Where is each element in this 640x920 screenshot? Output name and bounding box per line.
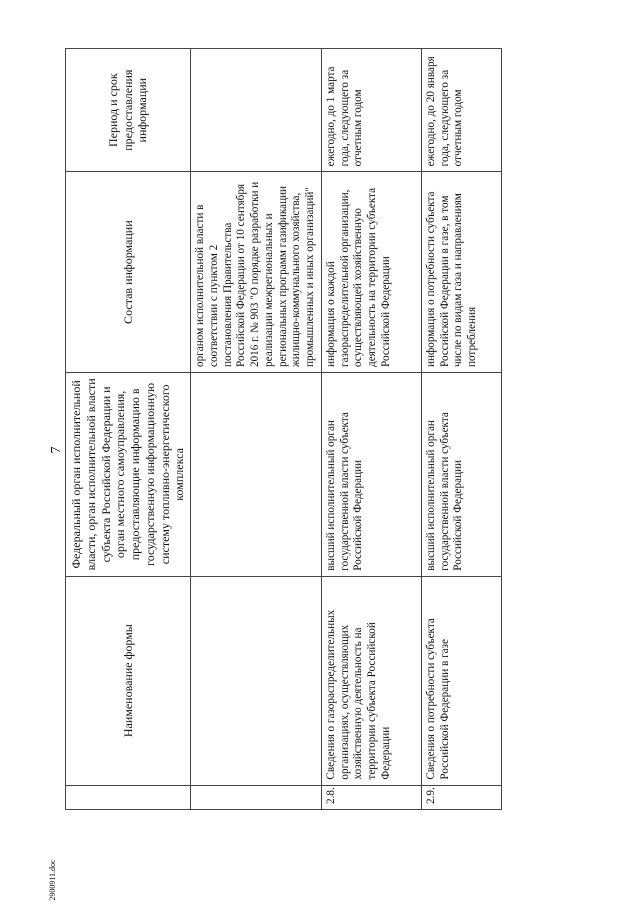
table-row [421,49,501,810]
table-row [191,49,322,810]
row-form-name: Сведения о газораспределительных организациях, осуществляющих хозяйственную деятельность на территории субъекта Российской Федерации [321,576,421,785]
table-row [321,49,421,810]
row-organization [191,373,322,577]
row-period [191,49,322,172]
row-form-name [191,576,322,785]
row-composition: информация о потребности субъекта Российской Федерации в газе, в том числе по видам газа и направлениям потребления [421,172,501,373]
row-period: ежегодно, до 20 января года, следующего за отчетным годом [421,49,501,172]
row-organization: высший исполнительный орган государственной власти субъекта Российской Федерации [321,373,421,577]
table-header-row [66,49,191,810]
row-number: 2.9. [421,785,501,809]
row-number: 2.8. [321,785,421,809]
row-form-name: Сведения о потребности субъекта Российской Федерации в газе [421,576,501,785]
information-table [65,48,502,810]
row-period: ежегодно, до 1 марта года, следующего за отчетным годом [321,49,421,172]
row-composition: информация о каждой газораспределительной организации, осуществляющей хозяйственную деятельность на территории субъекта Российской Федерации [321,172,421,373]
row-organization: высший исполнительный орган государственной власти субъекта Российской Федерации [421,373,501,577]
row-number [191,785,322,809]
header-form-name: Наименование формы [66,576,191,785]
header-organization: Федеральный орган исполнительной власти, орган исполнительной власти субъекта Российской Федерации и орган местного самоуправления, предоставляющие информацию в государственную информационную систему топливно-энергетического комплекса [66,373,191,577]
footer-filename: 2900911.doc [48,859,57,901]
header-num [66,785,191,809]
header-period: Период и срок предоставления информации [66,49,191,172]
row-composition: органом исполнительной власти в соответствии с пунктом 2 постановления Правительства Российской Федерации от 10 сентября 2016 г. № 903 "О порядке разработки и реализации межрегиональных и региональных программ газификации жилищно-коммунального хозяйства, промышленных и иных организаций" [191,172,322,373]
header-composition: Состав информации [66,172,191,373]
page-number: 7 [49,446,64,454]
